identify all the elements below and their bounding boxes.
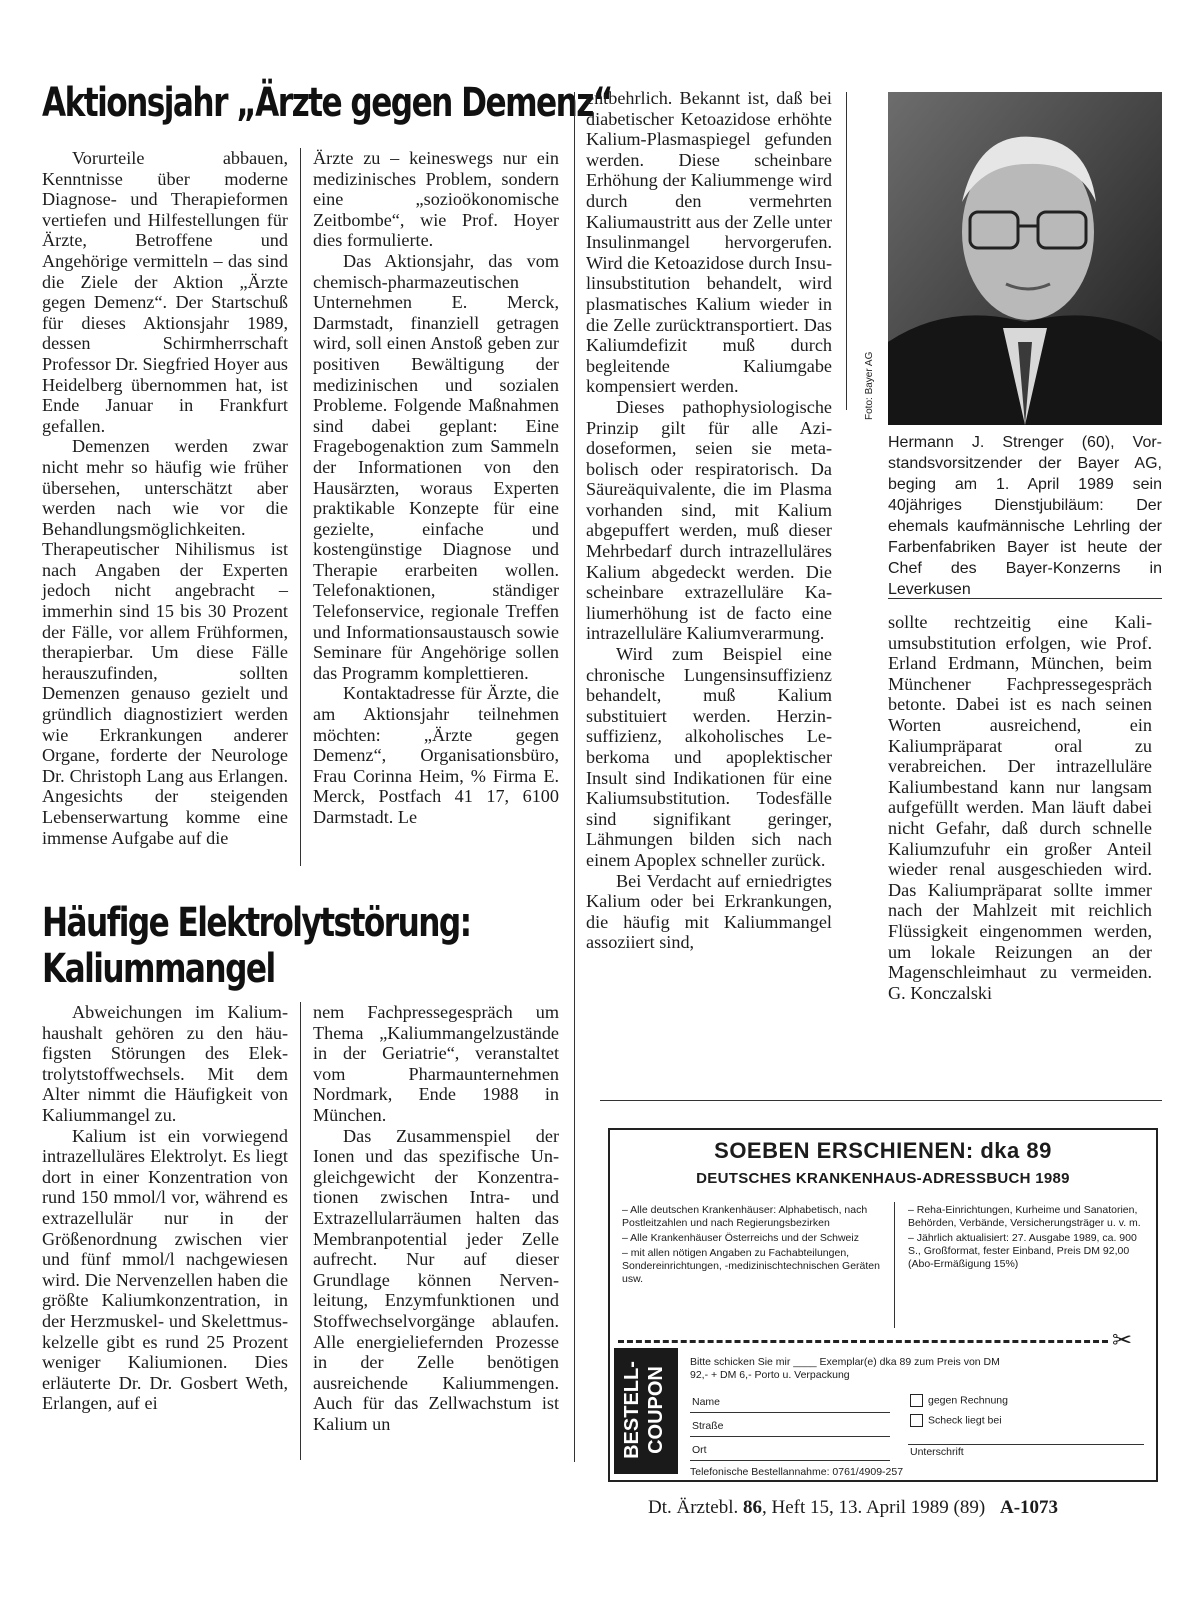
phone-order: Telefonische Bestellannahme: 0761/4909-257 [690, 1466, 904, 1478]
portrait-image [888, 92, 1162, 425]
paragraph: Ärzte zu – keineswegs nur ein medizinisches Problem, sondern eine „sozioökonomische Zeitbombe“, wie Prof. Hoyer dies formulierte. [313, 148, 559, 251]
headline-article-1: Aktionsjahr „Ärzte gegen Demenz“ [42, 80, 612, 126]
paragraph: Bei Verdacht auf erniedrigtes Kalium oder bei Erkrankungen, die häufig mit Kaliummangel assoziiert sind, [586, 870, 832, 953]
section-rule [600, 1100, 1162, 1101]
paragraph: Kalium ist ein vorwiegend intrazelluläres Elektrolyt. Es liegt dort in einer Konzentration von rund 150 mmol/l vor, während es extrazellulär nur in der Größenordnung zwischen vier und fünf mmol/l nachgewiesen wird. Die Nervenzellen haben die größte Kaliumkonzentration, in der Herzmuskel- und Skelettmuskelzelle gibt es rund 25 Prozent weniger Kaliumionen. Dies erläuterte Dr. Dr. Gosbert Weth, Erlangen, auf ei [42, 1125, 288, 1414]
issue-date: , Heft 15, 13. April 1989 (89) [761, 1497, 986, 1518]
city-field[interactable] [690, 1460, 890, 1461]
paragraph: Das Aktionsjahr, das vom chemisch-pharmazeutischen Unternehmen E. Merck, Darmstadt, finanziell getragen wird, soll einen Anstoß geben zur positiven Bewältigung der medizinischen und sozialen Probleme. Folgende Maßnahmen sind dabei geplant: Eine Fragebogenaktion zum Sammeln der Informationen von den Hausärzten, woraus Experten praktikable Konzepte für eine gezielte, einfache und kostengünstige Diagnose und Therapie erarbeiten wollen. Telefonaktionen, ständiger Telefonservice, regionale Treffen und Informationsaustausch sowie Seminare für Angehörige sollen das Programm komplettieren. [313, 250, 559, 683]
list-item: – mit allen nötigen Angaben zu Fachabteilungen, Sondereinrichtungen, -medizinischtechnischen Geräten usw. [622, 1247, 880, 1285]
column-divider [574, 92, 575, 1462]
scissors-icon: ✂ [1112, 1326, 1133, 1354]
headline-article-2-line-1: Häufige Elektrolytstörung: [42, 900, 471, 946]
list-item: – Alle Krankenhäuser Österreichs und der Schweiz [622, 1232, 859, 1244]
name-field[interactable] [690, 1412, 890, 1413]
ad-divider [894, 1202, 895, 1328]
photo-credit: Foto: Bayer AG [864, 351, 875, 420]
page-number: A-1073 [999, 1497, 1059, 1518]
paragraph: Abweichungen im Kaliumhaushalt gehören zu den häufigsten Störungen des Elektrolytstoffwechsels. Mit dem Alter nimmt die Häufigkeit von Kaliummangel zu. [42, 1002, 288, 1125]
signature-label: Unterschrift [910, 1446, 964, 1458]
article-2-column-3 [586, 88, 832, 953]
coupon-label-line-1: BESTELL- [621, 1361, 643, 1459]
paragraph: Vorurteile abbauen, Kenntnisse über moderne Diagnose- und Therapieformen vertiefen und Hilfestellungen für Ärzte, Betroffene und Angehörige vermitteln – das sind die Ziele der Aktion „Ärzte gegen Demenz“. Der Startschuß für dieses Aktionsjahr 1989, dessen Schirmherrschaft Professor Dr. Siegfried Hoyer aus Heidelberg übernommen hat, ist Ende Januar in Frankfurt gefallen. [42, 148, 288, 436]
ad-list-right [908, 1204, 1144, 1273]
paragraph: sollte rechtzeitig eine Kaliumsubstitution erfolgen, wie Prof. Erland Erdmann, München, beim Münchener Fachpressegespräch betonte. Dabei ist es nach seinen Worten ausreichend, ein Kaliumpräparat oral zu verabreichen. Der intrazelluläre Kaliumbestand kann nur langsam aufgefüllt werden. Man läuft dabei nicht Gefahr, daß durch schnelle Kaliumzufuhr ein großer Anteil wieder renal ausgeschieden wird. Das Kaliumpräparat sollte immer nach der Mahlzeit mit reichlich Flüssigkeit eingenommen werden, um lokale Reizungen an der Magenschleimhaut zu vermeiden. G. Konczalski [888, 612, 1152, 1003]
article-1-column-1 [42, 148, 288, 848]
checkbox[interactable] [910, 1414, 923, 1427]
headline-article-2-line-2: Kaliummangel [42, 946, 275, 992]
caption-rule [888, 598, 1162, 599]
street-field[interactable] [690, 1436, 890, 1437]
advertisement-box [608, 1128, 1158, 1482]
payment-option-cheque[interactable] [910, 1414, 1002, 1427]
column-divider [300, 148, 301, 866]
volume: 86 [742, 1497, 762, 1518]
list-item: – Jährlich aktualisiert: 27. Ausgabe 1989, ca. 900 S., Großformat, fester Einband, Preis DM 92,00 (Abo-Ermäßigung 15%) [908, 1232, 1137, 1270]
paragraph: Kontaktadresse für Ärzte, die am Aktionsjahr teilnehmen möchten: „Ärzte gegen Demenz“, Organisationsbüro, Frau Corinna Heim, % Firma E. Merck, Postfach 41 17, 6100 Darmstadt. Le [313, 683, 559, 827]
payment-option-invoice[interactable] [910, 1394, 1008, 1407]
coupon-label-line-2: COUPON [645, 1366, 667, 1454]
cut-line [618, 1340, 1108, 1343]
order-text: Bitte schicken Sie mir ____ Exemplar(e) dka 89 zum Preis von DM 92,- + DM 6,- Porto u. Verpackung [690, 1356, 1000, 1381]
option-label: Scheck liegt bei [928, 1414, 1002, 1427]
field-label-name: Name [692, 1396, 721, 1408]
ad-title: SOEBEN ERSCHIENEN: dka 89 [714, 1138, 1052, 1163]
column-divider [300, 1002, 301, 1460]
coupon-label-bar [614, 1348, 678, 1474]
ad-list-left [622, 1204, 880, 1288]
option-label: gegen Rechnung [928, 1394, 1008, 1407]
signature-field[interactable] [908, 1444, 1144, 1445]
coupon-label [620, 1352, 668, 1468]
paragraph: Demenzen werden zwar nicht mehr so häufig wie früher übersehen, unterschätzt aber werden nach wie vor die Behandlungsmöglichkeiten. Therapeutischer Nihilismus ist nach Angaben der Experten jedoch nicht angebracht – immerhin sind 15 bis 30 Prozent der Fälle, vor allem Frühformen, therapierbar. Um diese Fälle herauszufinden, sollten Demenzen genauso gezielt und gründlich diagnostiziert werden wie Erkrankungen anderer Organe, forderte der Neurologe Dr. Christoph Lang aus Erlangen. Angesichts der steigenden Lebenserwartung komme eine immense Aufgabe auf die [42, 436, 288, 848]
article-2-column-4 [888, 612, 1152, 1003]
field-label-street: Straße [692, 1420, 724, 1432]
paragraph: Dieses pathophysiologische Prinzip gilt für alle Azidoseformen, seien sie metabolisch oder respiratorisch. Da Säureäquivalente, die im Plasma vorhanden sind, mit Kalium abgepuffert werden, muß dieser Mehrbedarf durch intrazelluläres Kalium abgedeckt werden. Die scheinbare extrazelluläre Kaliumerhöhung ist de facto eine intrazelluläre Kaliumverarmung. [586, 396, 832, 644]
checkbox[interactable] [910, 1394, 923, 1407]
journal-name: Dt. Ärztebl. [648, 1497, 739, 1518]
paragraph: Wird zum Beispiel eine chronische Lungensinsuffizienz behandelt, muß Kalium substituiert werden. Herzinsuffizienz, alkoholisches Leberkoma und apoplektischer Insult sind Indikationen für eine Kaliumsubstitution. Todesfälle sind signifikant geringer, Lähmungen bilden sich nach einem Apoplex schneller zurück. [586, 644, 832, 870]
list-item: – Reha-Einrichtungen, Kurheime und Sanatorien, Behörden, Verbände, Versicherungsträger u. v. m. [908, 1204, 1141, 1229]
column-divider [846, 92, 847, 410]
article-2-column-1 [42, 1002, 288, 1414]
article-2-column-2 [313, 1002, 559, 1434]
list-item: – Alle deutschen Krankenhäuser: Alphabetisch, nach Postleitzahlen und nach Regierungsbezirken [622, 1204, 868, 1229]
field-label-city: Ort [692, 1444, 707, 1456]
ad-subtitle: DEUTSCHES KRANKENHAUS-ADRESSBUCH 1989 [696, 1170, 1070, 1187]
photo-caption: Hermann J. Strenger (60), Vorstandsvorsitzender der Bayer AG, beging am 1. April 1989 sein 40jähriges Dienstjubiläum: Der ehemals kaufmännische Lehrling der Farbenfabriken Bayer ist heute der Chef des Bayer-Konzerns in Leverkusen [888, 434, 1162, 598]
paragraph: nem Fachpressegespräch um Thema „Kaliummangelzustände in der Geriatrie“, veranstaltet vom Pharmaunternehmen Nordmark, Ende 1988 in München. [313, 1002, 559, 1125]
article-1-column-2 [313, 148, 559, 828]
paragraph: Das Zusammenspiel der Ionen und das spezifische Ungleichgewicht der Konzentrationen zwischen Intra- und Extrazellularräumen halten das Membranpotential jeder Zelle aufrecht. Nur auf dieser Grundlage können Nervenleitung, Enzymfunktionen und Stoffwechselvorgänge ablaufen. Alle energieliefernden Prozesse in der Zelle benötigen ausreichende Kaliummengen. Auch für das Zellwachstum ist Kalium un [313, 1125, 559, 1434]
portrait-photo [888, 92, 1162, 425]
page-footer [648, 1497, 1058, 1519]
paragraph: entbehrlich. Bekannt ist, daß bei diabetischer Ketoazidose erhöhte Kalium-Plasmaspiegel gefunden werden. Diese scheinbare Erhöhung der Kaliummenge wird durch den vermehrten Kaliumaustritt aus der Zelle unter Insulinmangel hervorgerufen. Wird die Ketoazidose durch Insulinsubstitution behandelt, wird plasmatisches Kalium wieder in die Zelle zurücktransportiert. Das Kaliumdefizit muß durch begleitende Kaliumgabe kompensiert werden. [586, 88, 832, 397]
